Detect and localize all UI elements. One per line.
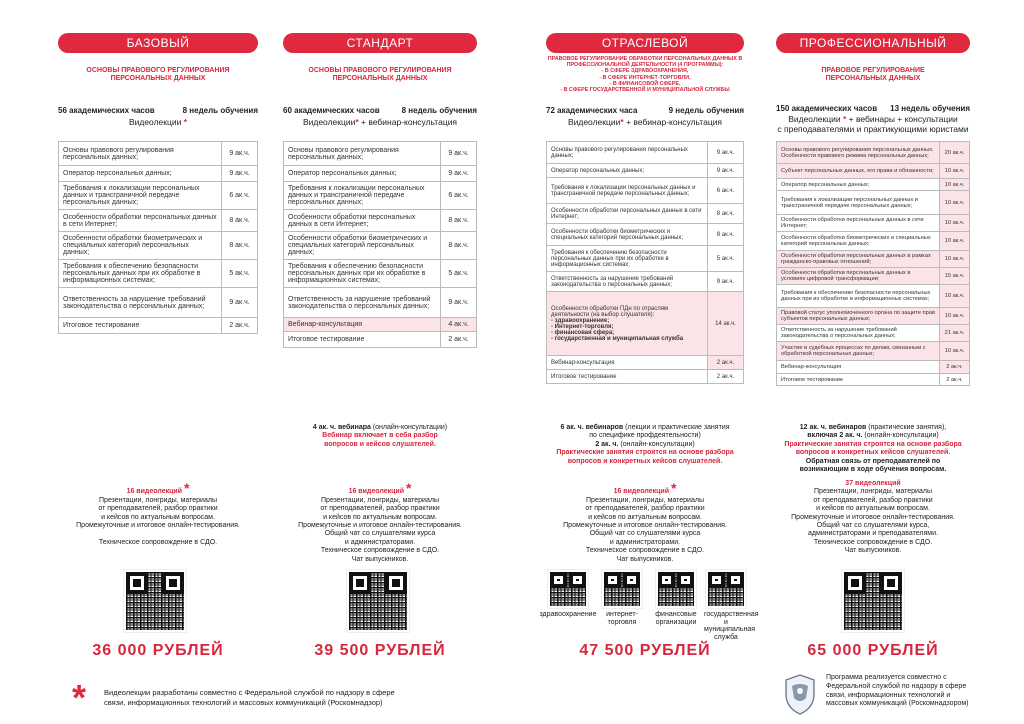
topic-cell	[59, 166, 222, 182]
videolectures-text: 16 видеолекций	[126, 488, 183, 495]
topic-cell	[777, 325, 940, 342]
price: 39 500 РУБЛЕЙ	[314, 642, 446, 659]
topic-text: Особенности обработки биометрических и специальных категорий персональных данных;	[288, 235, 428, 256]
topic-text: Особенности обработки персональных данных в сети Интернет;	[781, 217, 924, 229]
column-standard	[283, 0, 477, 724]
table-row	[777, 164, 970, 179]
topic-cell	[547, 356, 708, 370]
topic-text: Требования к обеспечению безопасности персональных данных при их обработке в информационных системах;	[63, 263, 201, 284]
format-extra-2: с преподавателями и практикующими юристами	[777, 123, 969, 134]
table-row	[777, 268, 970, 285]
tier-title: БАЗОВЫЙ	[58, 33, 258, 53]
topic-text: Требования к локализации персональных данных и трансграничной передаче персональных данных;	[551, 184, 696, 197]
table-row	[284, 182, 477, 210]
topic-text: Особенности обработки персональных данных в сети Интернет;	[288, 213, 416, 228]
hours-cell: 2 ак.ч.	[441, 332, 477, 348]
price: 36 000 РУБЛЕЙ	[92, 642, 224, 659]
topic-cell	[547, 292, 708, 356]
table-row	[547, 246, 744, 272]
curriculum-table	[58, 141, 258, 334]
hours-cell: 14 ак.ч.	[708, 292, 744, 356]
feature-line: от преподавателей, разбор практики	[585, 505, 705, 513]
price: 47 500 РУБЛЕЙ	[579, 642, 711, 659]
table-row	[777, 308, 970, 325]
hours-cell: 8 ак.ч.	[441, 232, 477, 260]
feature-line: и кейсов по актуальным вопросам.	[101, 513, 215, 521]
hours-cell: 10 ак.ч.	[940, 342, 970, 361]
qr-code-government[interactable]	[706, 570, 746, 608]
topic-cell	[59, 260, 222, 288]
topic-text: Оператор персональных данных;	[63, 170, 172, 177]
table-row	[777, 342, 970, 361]
table-row	[59, 142, 258, 166]
table-row	[547, 272, 744, 292]
format-extra: + вебинар-консультация	[623, 117, 723, 127]
industry-item: - здравоохранение;	[551, 317, 610, 324]
table-row	[284, 288, 477, 318]
topic-cell	[59, 318, 222, 334]
hours-cell: 2 ак.ч.	[708, 356, 744, 370]
course-subtitle: ОСНОВЫ ПРАВОВОГО РЕГУЛИРОВАНИЯ ПЕРСОНАЛЬНЫХ ДАННЫХ	[86, 67, 230, 83]
feature-line: Чат выпускников.	[351, 555, 409, 563]
hours-cell: 9 ак.ч.	[222, 166, 258, 182]
hours-cell: 9 ак.ч.	[441, 142, 477, 166]
topic-cell	[284, 142, 441, 166]
webinar-note: (онлайн-консультации)	[370, 424, 448, 431]
topic-text: Особенности обработки персональных данных в условиях цифровой трансформации;	[781, 270, 911, 282]
partner-note: Программа реализуется совместно с Федеральной службой по надзору в сфере связи, информационных технологий и массовых коммуникаций (Роскомнадзором)	[826, 674, 969, 708]
hours-cell: 6 ак.ч.	[441, 182, 477, 210]
topic-text: Основы правового регулирования персональных данных;	[63, 146, 174, 161]
hours: 72 академических часа	[546, 106, 638, 115]
column-basic	[58, 0, 258, 724]
feature-line: Техническое сопровождение в СДО.	[98, 538, 218, 546]
features-list	[283, 497, 477, 564]
table-row	[777, 215, 970, 232]
table-row	[777, 251, 970, 268]
qr-code[interactable]	[842, 570, 904, 632]
webinar2-hours: включая 2 ак. ч.	[807, 432, 863, 440]
topic-text: Участие в судебных процессах по делам, связанным с обработкой персональных данных;	[781, 345, 926, 357]
webinar-hours: 4 ак. ч. вебинара	[312, 424, 371, 431]
hours-cell: 9 ак.ч.	[222, 288, 258, 318]
qr-code[interactable]	[347, 570, 409, 632]
curriculum-table	[776, 141, 970, 386]
topic-cell	[547, 224, 708, 246]
industry-item: - государственная и муниципальная служба	[551, 335, 684, 342]
features-list	[58, 497, 258, 547]
topic-text: Особенности обработки персональных данных в сети Интернет;	[63, 213, 217, 228]
webinar-block	[546, 424, 744, 466]
qr-label: государственная и муниципальная служба	[704, 611, 759, 642]
topic-text: Ответственность за нарушение требований законодательства о персональных данных;	[288, 295, 431, 310]
table-row	[59, 166, 258, 182]
topic-text: Требования к локализации персональных данных и трансграничной передаче персональных данных;	[63, 185, 200, 206]
hours-cell: 2 ак.ч.	[222, 318, 258, 334]
hours-cell: 9 ак.ч.	[708, 164, 744, 178]
topic-cell	[777, 374, 940, 386]
table-row	[777, 179, 970, 191]
table-row	[777, 232, 970, 251]
webinar-block	[283, 424, 477, 449]
topic-cell	[777, 361, 940, 374]
feature-line: Промежуточные и итоговое онлайн-тестирования.	[76, 521, 240, 529]
topic-cell	[284, 332, 441, 348]
hours-cell: 9 ак.ч.	[222, 142, 258, 166]
hours-cell: 10 ак.ч.	[940, 179, 970, 191]
rkn-emblem-icon	[780, 672, 820, 716]
feature-line: Презентации, лонгриды, материалы	[814, 488, 932, 496]
topic-text: Итоговое тестирование	[288, 336, 365, 343]
hours-cell: 9 ак.ч.	[441, 166, 477, 182]
feature-line: Чат выпускников.	[616, 555, 674, 563]
table-row	[284, 260, 477, 288]
topic-cell	[777, 251, 940, 268]
topic-text: Требования к обеспечению безопасности персональных данных при их обработке в информационных системах;	[781, 290, 931, 302]
hours-cell: 2 ак.ч.	[940, 361, 970, 374]
topic-text: Итоговое тестирование	[551, 373, 617, 380]
videolectures-count: 16 видеолекций *	[348, 480, 412, 496]
webinar-description: Практические занятия строятся на основе разбора вопросов и конкретных кейсов слушателей.	[556, 449, 734, 465]
subtitle-item: - В ФИНАНСОВОЙ СФЕРЕ,	[609, 80, 681, 87]
hours-cell: 9 ак.ч.	[708, 272, 744, 292]
topic-cell	[284, 260, 441, 288]
hours-cell: 8 ак.ч.	[708, 204, 744, 224]
hours-cell: 8 ак.ч.	[222, 210, 258, 232]
table-row	[284, 318, 477, 332]
feature-line: Промежуточные и итоговое онлайн-тестирования.	[298, 521, 462, 529]
media-block	[546, 480, 744, 564]
topic-cell	[547, 178, 708, 204]
topic-cell	[59, 210, 222, 232]
feature-line: и кейсов по актуальным вопросам.	[323, 513, 437, 521]
hours-cell: 15 ак.ч.	[940, 268, 970, 285]
format-extra: + вебинар-консультация	[358, 117, 458, 127]
hours-cell: 2 ак.ч.	[708, 370, 744, 384]
feature-line: и кейсов по актуальным вопросам.	[588, 513, 702, 521]
topic-cell	[284, 182, 441, 210]
course-subtitle	[546, 56, 744, 93]
topic-text: Особенности обработки биометрических и специальных категорий персональных данных;	[63, 235, 203, 256]
topic-cell	[777, 142, 940, 164]
feature-line: Презентации, лонгриды, материалы	[321, 496, 439, 504]
feature-line: Презентации, лонгриды, материалы	[586, 496, 704, 504]
table-row	[777, 142, 970, 164]
tier-title: ОТРАСЛЕВОЙ	[546, 33, 744, 53]
feature-line: и администраторами.	[344, 538, 416, 546]
qr-label: интернет-торговля	[606, 611, 638, 626]
feature-line: Техническое сопровождение в СДО.	[585, 547, 705, 555]
topic-text: Требования к обеспечению безопасности персональных данных при их обработке в информационных системах;	[288, 263, 426, 284]
webinar-note-2: по специфике профдеятельности)	[589, 432, 701, 440]
topic-text: Оператор персональных данных;	[551, 167, 645, 174]
format-label: Видеолекции	[128, 117, 182, 127]
feature-line: Промежуточные и итоговое онлайн-тестирования.	[791, 513, 955, 521]
table-row	[547, 224, 744, 246]
qr-code-finance[interactable]	[656, 570, 696, 608]
topic-text: Требования к обеспечению безопасности персональных данных при их обработке в информационных системах;	[551, 249, 669, 268]
hours-cell: 9 ак.ч.	[708, 142, 744, 164]
table-row	[284, 210, 477, 232]
hours-cell: 10 ак.ч.	[940, 285, 970, 308]
feature-line	[58, 530, 258, 538]
hours-cell: 6 ак.ч.	[222, 182, 258, 210]
topic-cell	[777, 215, 940, 232]
tier-title: ПРОФЕССИОНАЛЬНЫЙ	[776, 33, 970, 53]
topic-cell	[547, 272, 708, 292]
feature-line: Общий чат со слушателями курса	[589, 530, 701, 538]
tier-title: СТАНДАРТ	[283, 33, 477, 53]
feature-line: Чат выпускников.	[844, 547, 902, 555]
videolectures-count: 16 видеолекций *	[613, 480, 677, 496]
table-row	[284, 332, 477, 348]
footnote-asterisk: *	[72, 677, 87, 718]
qr-code-ecommerce[interactable]	[602, 570, 642, 608]
feature-line: Техническое сопровождение в СДО.	[320, 547, 440, 555]
column-professional	[776, 0, 970, 724]
topic-cell	[777, 191, 940, 215]
hours-cell: 8 ак.ч.	[222, 232, 258, 260]
topic-cell	[777, 268, 940, 285]
table-row	[547, 204, 744, 224]
topic-text: Особенности обработки персональных данных в рамках гражданско-правовых отношений;	[781, 253, 931, 265]
table-row	[284, 232, 477, 260]
topic-text: Оператор персональных данных;	[781, 181, 870, 188]
topic-text: Ответственность за нарушение требований законодательства о персональных данных;	[63, 295, 206, 310]
hours-cell: 10 ак.ч.	[940, 251, 970, 268]
format: Видеолекции* + вебинар-консультация	[567, 117, 723, 127]
media-block	[776, 480, 970, 556]
footnote-text: Видеолекции разработаны совместно с Федеральной службой по надзору в сфере связи, информационных технологий и массовых коммуникаций (Роскомнадзор)	[104, 688, 395, 707]
topic-text: Особенности обработки ПДн по отраслям деятельности (на выбор слушателя):	[551, 305, 669, 318]
hours-cell: 10 ак.ч.	[940, 308, 970, 325]
topic-text: Особенности обработки биометрических и специальных категорий персональных данных;	[781, 235, 931, 247]
webinar2-note: (онлайн-консультации)	[618, 440, 695, 448]
hours-row	[776, 104, 970, 113]
topic-text: Требования к локализации персональных данных и трансграничной передаче персональных данных;	[288, 185, 425, 206]
hours-cell: 5 ак.ч.	[441, 260, 477, 288]
videolectures-text: 16 видеолекций	[613, 488, 670, 495]
videolectures-count: 16 видеолекций *	[126, 480, 190, 496]
topic-text: Ответственность за нарушение требований законодательства о персональных данных;	[781, 327, 897, 339]
topic-cell	[777, 232, 940, 251]
topic-text: Вебинар-консультация	[288, 321, 363, 328]
webinar-hours: 6 ак. ч. вебинаров	[560, 424, 624, 431]
table-row	[547, 178, 744, 204]
table-row	[59, 182, 258, 210]
videolectures-text: 37 видеолекций	[845, 480, 901, 487]
feature-line: Презентации, лонгриды, материалы	[99, 496, 217, 504]
qr-code[interactable]	[124, 570, 186, 632]
hours-row	[546, 106, 744, 115]
topic-cell	[59, 232, 222, 260]
subtitle-main: ПРАВОВОЕ РЕГУЛИРОВАНИЕ ОБРАБОТКИ ПЕРСОНАЛЬНЫХ ДАННЫХ В ПРОФЕССИОНАЛЬНОЙ ДЕЯТЕЛЬНОСТИ (4 ПРОГРАММЫ):	[547, 56, 743, 69]
topic-cell	[284, 210, 441, 232]
feature-line: и администраторами.	[609, 538, 681, 546]
hours: 56 академических часов	[58, 106, 155, 115]
hours-cell: 10 ак.ч.	[940, 191, 970, 215]
subtitle-item: - В СФЕРЕ ЗДРАВООХРАНЕНИЯ,	[601, 68, 689, 75]
industry-item: - финансовая сфера;	[551, 329, 615, 336]
topic-text: Ответственность за нарушение требований законодательства о персональных данных;	[551, 275, 674, 288]
column-industry	[539, 0, 759, 724]
topic-cell	[547, 164, 708, 178]
hours-cell: 10 ак.ч.	[940, 164, 970, 179]
hours-cell: 5 ак.ч.	[222, 260, 258, 288]
topic-cell	[777, 308, 940, 325]
feature-line: от преподавателей, разбор практики	[320, 505, 440, 513]
topic-cell	[547, 370, 708, 384]
feature-line: от преподавателей, разбор практики	[98, 505, 218, 513]
table-row	[547, 356, 744, 370]
table-row	[777, 361, 970, 374]
curriculum-table	[283, 141, 477, 348]
topic-cell	[284, 232, 441, 260]
table-row	[59, 232, 258, 260]
industry-item: - Интернет-торговля;	[551, 323, 614, 330]
topic-text: Субъект персональных данных, его права и обязанности;	[781, 168, 934, 174]
table-row	[777, 374, 970, 386]
format: Видеолекции * + вебинары + консультации с преподавателями и практикующими юристами	[777, 114, 969, 134]
topic-text: Основы правового регулирования персональных данных;	[551, 146, 688, 159]
hours-cell: 2 ак.ч.	[940, 374, 970, 386]
subtitle-item: - В СФЕРЕ ГОСУДАРСТВЕННОЙ И МУНИЦИПАЛЬНОЙ СЛУЖБЫ	[560, 87, 730, 94]
feature-line: Техническое сопровождение в СДО.	[813, 538, 933, 546]
format-label: Видеолекции	[302, 117, 356, 127]
topic-cell	[777, 342, 940, 361]
hours: 60 академических часов	[283, 106, 380, 115]
topic-cell	[59, 182, 222, 210]
curriculum-table	[546, 141, 744, 384]
features-list	[546, 497, 744, 564]
topic-text: Основы правового регулирования персональных данных;	[288, 146, 399, 161]
qr-code-healthcare[interactable]	[548, 570, 588, 608]
topic-cell	[777, 179, 940, 191]
table-row	[547, 370, 744, 384]
webinar-block	[776, 424, 970, 474]
weeks: 8 недель обучения	[401, 106, 477, 115]
feedback-note: Обратная связь от преподавателей по возникающим в ходе обучения вопросам.	[799, 457, 947, 473]
topic-cell	[777, 164, 940, 179]
hours-cell: 9 ак.ч.	[441, 288, 477, 318]
feature-line: Общий чат со слушателями курса,	[816, 521, 930, 529]
format: Видеолекции *	[128, 117, 188, 127]
feature-line: от преподавателей, разбор практики	[813, 496, 933, 504]
price: 65 000 РУБЛЕЙ	[807, 642, 939, 659]
table-row	[777, 325, 970, 342]
webinar2-note: (онлайн-консультации)	[862, 432, 939, 440]
topic-text: Правовой статус уполномоченного органа по защите прав субъектов персональных данных;	[781, 310, 935, 322]
course-subtitle: ПРАВОВОЕ РЕГУЛИРОВАНИЕ ПЕРСОНАЛЬНЫХ ДАННЫХ	[821, 67, 925, 83]
media-block	[58, 480, 258, 547]
hours-cell: 21 ак.ч.	[940, 325, 970, 342]
table-row	[59, 288, 258, 318]
hours-cell: 8 ак.ч.	[708, 224, 744, 246]
topic-cell	[547, 204, 708, 224]
webinar-description: Вебинар включает в себя разбор вопросов и кейсов слушателей.	[322, 432, 438, 448]
topic-cell	[59, 288, 222, 318]
table-row	[59, 260, 258, 288]
topic-cell	[777, 285, 940, 308]
weeks: 8 недель обучения	[182, 106, 258, 115]
hours-cell: 10 ак.ч.	[940, 215, 970, 232]
features-list	[776, 488, 970, 555]
topic-text: Особенности обработки персональных данных в сети Интернет;	[551, 207, 702, 220]
qr-label: здравоохранение	[539, 611, 597, 618]
subtitle-items	[546, 68, 744, 93]
hours-cell: 6 ак.ч.	[708, 178, 744, 204]
table-row	[547, 164, 744, 178]
webinar-note: (практические занятия),	[866, 424, 947, 431]
course-subtitle: ОСНОВЫ ПРАВОВОГО РЕГУЛИРОВАНИЯ ПЕРСОНАЛЬНЫХ ДАННЫХ	[308, 67, 452, 83]
subtitle-item: - В СФЕРЕ ИНТЕРНЕТ-ТОРГОВЛИ,	[599, 74, 691, 81]
table-row	[777, 191, 970, 215]
qr-label: финансовые организации	[655, 611, 697, 626]
topic-text: Оператор персональных данных;	[288, 170, 397, 177]
media-block	[283, 480, 477, 564]
hours-cell: 5 ак.ч.	[708, 246, 744, 272]
table-row	[777, 285, 970, 308]
format: Видеолекции* + вебинар-консультация	[302, 117, 458, 127]
hours-cell: 20 ак.ч.	[940, 142, 970, 164]
hours-row	[283, 106, 477, 115]
format-label: Видеолекции	[788, 114, 841, 124]
hours-row	[58, 106, 258, 115]
hours-cell: 10 ак.ч.	[940, 232, 970, 251]
table-row	[59, 318, 258, 334]
table-row	[547, 292, 744, 356]
videolectures-count	[776, 480, 970, 488]
topic-cell	[284, 166, 441, 182]
topic-cell	[284, 288, 441, 318]
feature-line: Общий чат со слушателями курса	[324, 530, 436, 538]
webinar2-hours: 2 ак. ч.	[595, 440, 619, 448]
feature-line: администраторами и преподавателями.	[808, 530, 938, 538]
weeks: 13 недель обучения	[890, 104, 970, 113]
hours-cell: 8 ак.ч.	[441, 210, 477, 232]
topic-text: Особенности обработки биометрических и специальных категорий персональных данных;	[551, 228, 684, 241]
format-label: Видеолекции	[567, 117, 621, 127]
topic-text: Вебинар-консультация	[551, 359, 615, 366]
weeks: 9 недель обучения	[668, 106, 744, 115]
webinar-description: Практические занятия строятся на основе разбора вопросов и конкретных кейсов слушателей.	[784, 440, 962, 457]
topic-text: Основы правового регулирования персональных данных. Особенности правового режима персональных данных;	[781, 146, 934, 159]
topic-text: Итоговое тестирование	[781, 376, 844, 383]
topic-cell	[547, 142, 708, 164]
table-row	[59, 210, 258, 232]
feature-line: и кейсов по актуальным вопросам.	[816, 505, 930, 513]
topic-cell	[284, 318, 441, 332]
topic-text: Итоговое тестирование	[63, 322, 140, 329]
hours: 150 академических часов	[776, 104, 878, 113]
topic-cell	[59, 142, 222, 166]
webinar-note: (лекции и практические занятия	[623, 424, 730, 431]
format-extra: + вебинары + консультации	[846, 114, 958, 124]
topic-text: Требования к локализации персональных данных и трансграничной передаче персональных данных;	[781, 196, 918, 209]
videolectures-text: 16 видеолекций	[348, 488, 405, 495]
table-row	[284, 142, 477, 166]
webinar-hours: 12 ак. ч. вебинаров	[799, 424, 867, 431]
topic-text: Вебинар-консультация	[781, 364, 842, 370]
hours-cell: 4 ак.ч.	[441, 318, 477, 332]
table-row	[547, 142, 744, 164]
topic-cell	[547, 246, 708, 272]
feature-line: Промежуточные и итоговое онлайн-тестирования.	[563, 521, 727, 529]
table-row	[284, 166, 477, 182]
